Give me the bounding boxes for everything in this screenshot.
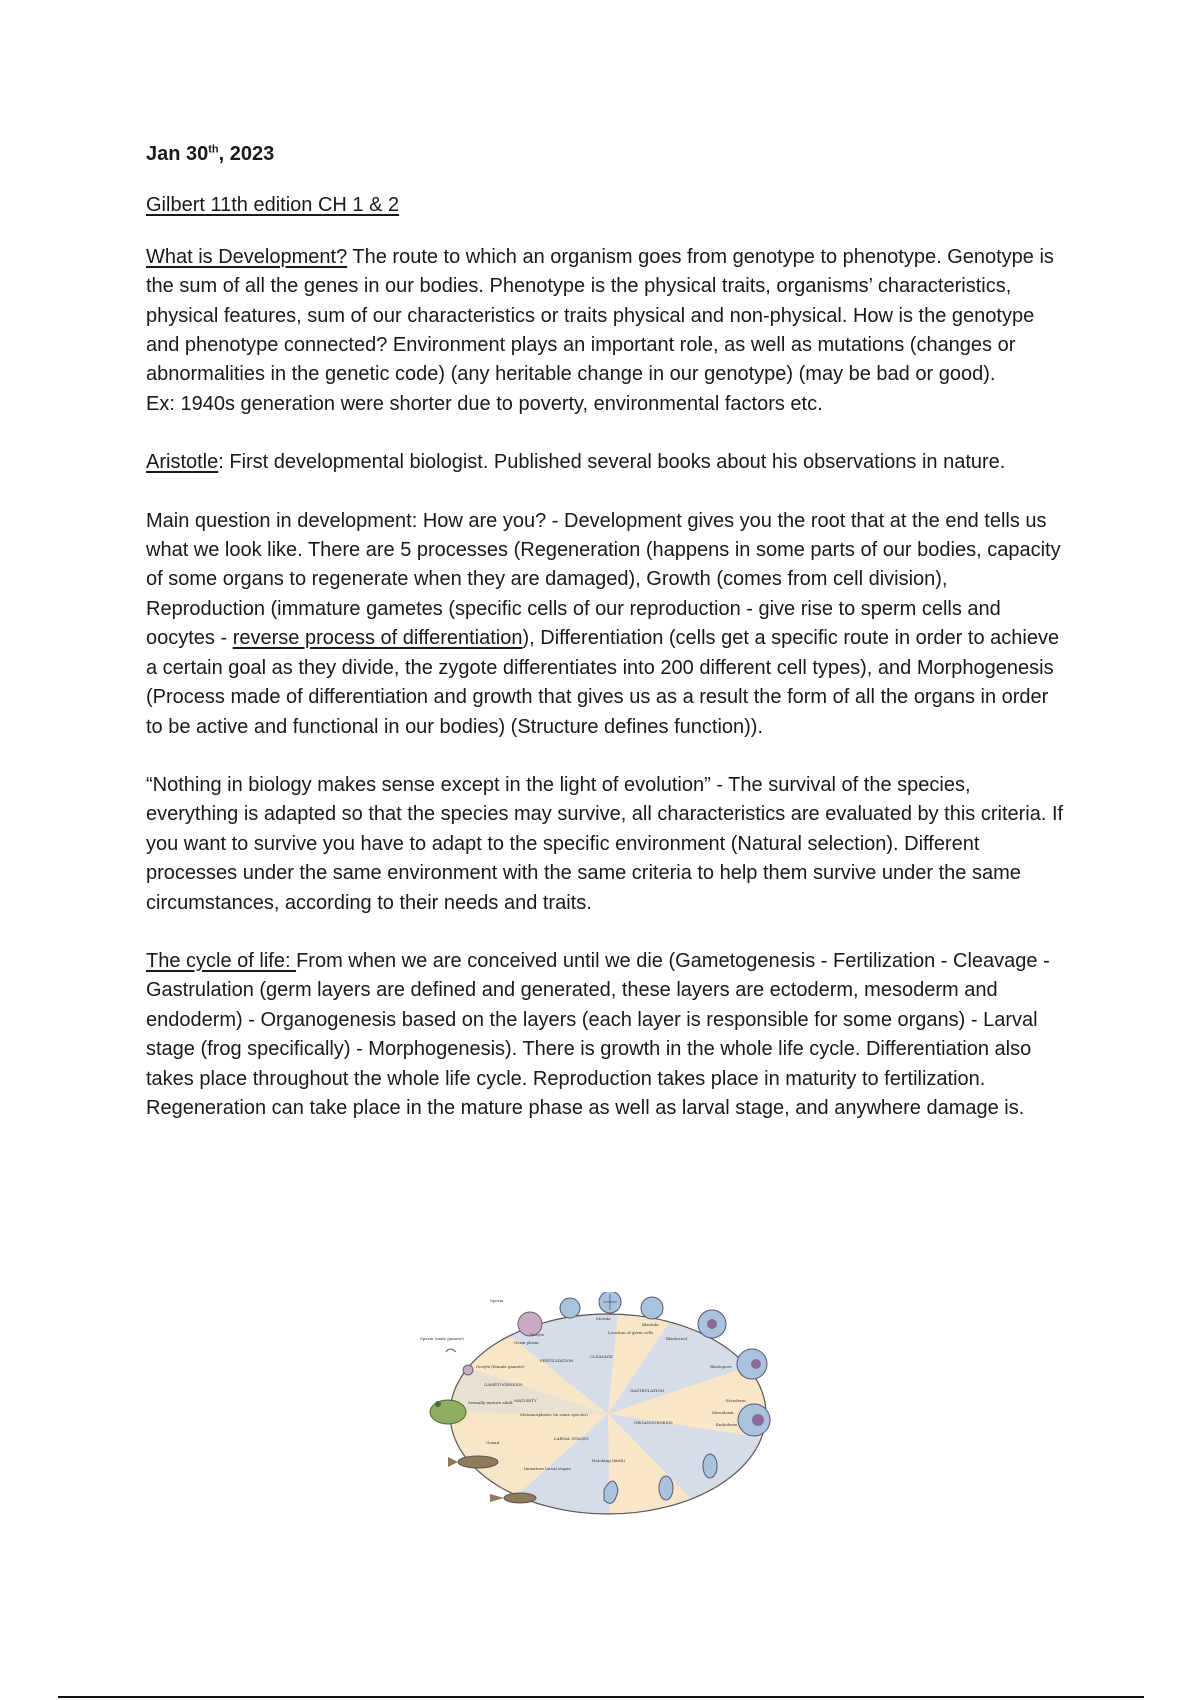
label-blastopore: Blastopore [710,1364,732,1369]
label-sexually-mature: Sexually mature adult [468,1400,513,1405]
label-organogenesis: ORGANOGENESIS [634,1420,673,1425]
tadpole-metamorphosis [458,1456,498,1468]
heading-cycle-of-life: The cycle of life: [146,949,297,972]
paragraph-evolution-quote: “Nothing in biology makes sense except in the light of evolution” - The survival of the species, everything is adapted so that the species may survive, all characteristics are evaluated by this criteria. If you want to survive you have to adapt to the specific environment (Natural selection). Different processes under the same environment with the same criteria to help them survive under the same circumstances, according to their needs and traits. [146,773,1064,914]
label-endoderm: Endoderm [716,1422,738,1427]
label-gonad: Gonad [486,1440,500,1445]
label-location-germ: Location of germ cells [608,1330,654,1335]
label-gametogenesis: GAMETOGENESIS [484,1382,523,1387]
label-oocyte: Oocyte [530,1332,545,1337]
heading-development: What is Development? [146,245,348,268]
zygote-cell [560,1298,580,1318]
sperm-symbol [446,1349,456,1352]
label-fertilization: FERTILIZATION [540,1358,574,1363]
paragraph-aristotle: Aristotle: First developmental biologist. Published several books about his observations in nature. [146,451,1006,474]
page-bottom-rule [58,1696,1144,1698]
label-gastrulation: GASTRULATION [630,1388,665,1393]
note-date: Jan 30th, 2023 [146,143,275,165]
label-germ-plasm: Germ plasm [514,1340,539,1345]
label-blastocoel: Blastocoel [666,1336,687,1341]
label-immature-larval: Immature larval stages [524,1466,572,1471]
source-reference: Gilbert 11th edition CH 1 & 2 [146,194,400,217]
early-embryo [659,1476,673,1500]
neurula-embryo [703,1454,717,1478]
label-sperm: Sperm [490,1298,504,1303]
label-maturity: MATURITY [514,1398,537,1403]
tadpole-large [504,1493,536,1503]
label-morula: Morula [596,1316,611,1321]
label-oocyte-female: Oocyte (female gamete) [476,1364,525,1369]
underlined-reverse-process: reverse process of differentiation [232,627,523,650]
notes-page [146,140,1066,1152]
label-larval-stages: LARVAL STAGES [554,1436,589,1441]
label-cleavage: CLEAVAGE [590,1354,613,1359]
label-metamorphosis: Metamorphosis (in some species) [520,1412,588,1417]
label-sperm-male: Sperm (male gamete) [420,1336,464,1341]
heading-aristotle: Aristotle [146,451,219,474]
example-line: Ex: 1940s generation were shorter due to poverty, environmental factors etc. [146,392,823,415]
paragraph-development: What is Development? The route to which an organism goes from genotype to phenotype. Genotype is the sum of all the genes in our bodies. Phenotype is the physical traits, organisms’ characteristics, physical features, sum of our characteristics or traits physical and non-physical. How is the genotype and phenotype connected? Environment plays an important role, as well as mutations (changes or abnormalities in the genetic code) (any heritable change in our genotype) (may be bad or good). Ex: 1940s generation were shorter due to poverty, environmental factors etc. [146,245,1054,415]
paragraph-main-question: Main question in development: How are you? - Development gives you the root that at the end tells us what we look like. There are 5 processes (Regeneration (happens in some parts of our bodies, capacity of some organs to regenerate when they are damaged), Growth (comes from cell division), Reproduction (immature gametes (specific cells of our reproduction - give rise to sperm cells and oocytes - reverse process of differentiation), Differentiation (cells get a specific route in order to achieve a certain goal as they divide, the zygote differentiates into 200 different cell types), and Morphogenesis (Process made of differentiation and growth that gives us as a result the form of all the organs in order to be active and functional in our bodies) (Structure defines function)). [146,509,1061,738]
label-mesoderm: Mesoderm [712,1410,734,1415]
paragraph-cycle-of-life: The cycle of life: From when we are conceived until we die (Gametogenesis - Fertilization - Cleavage - Gastrulation (germ layers are defined and generated, these layers are ectoderm, mesoderm and endoderm) - Organogenesis based on the layers (each layer is responsible for some organs) - Larval stage (frog specifically) - Morphogenesis). There is growth in the whole life cycle. Differentiation also takes place throughout the whole life cycle. Reproduction takes place in maturity to fertilization. Regeneration can take place in the mature phase as well as larval stage, and anywhere damage is. [146,949,1050,1119]
label-blastula: Blastula [642,1322,659,1327]
oocyte-small [463,1365,473,1375]
life-cycle-diagram [420,1292,790,1528]
label-ectoderm: Ectoderm [726,1398,746,1403]
label-hatching: Hatching (birth) [592,1458,626,1463]
blastula-cell [641,1297,663,1319]
